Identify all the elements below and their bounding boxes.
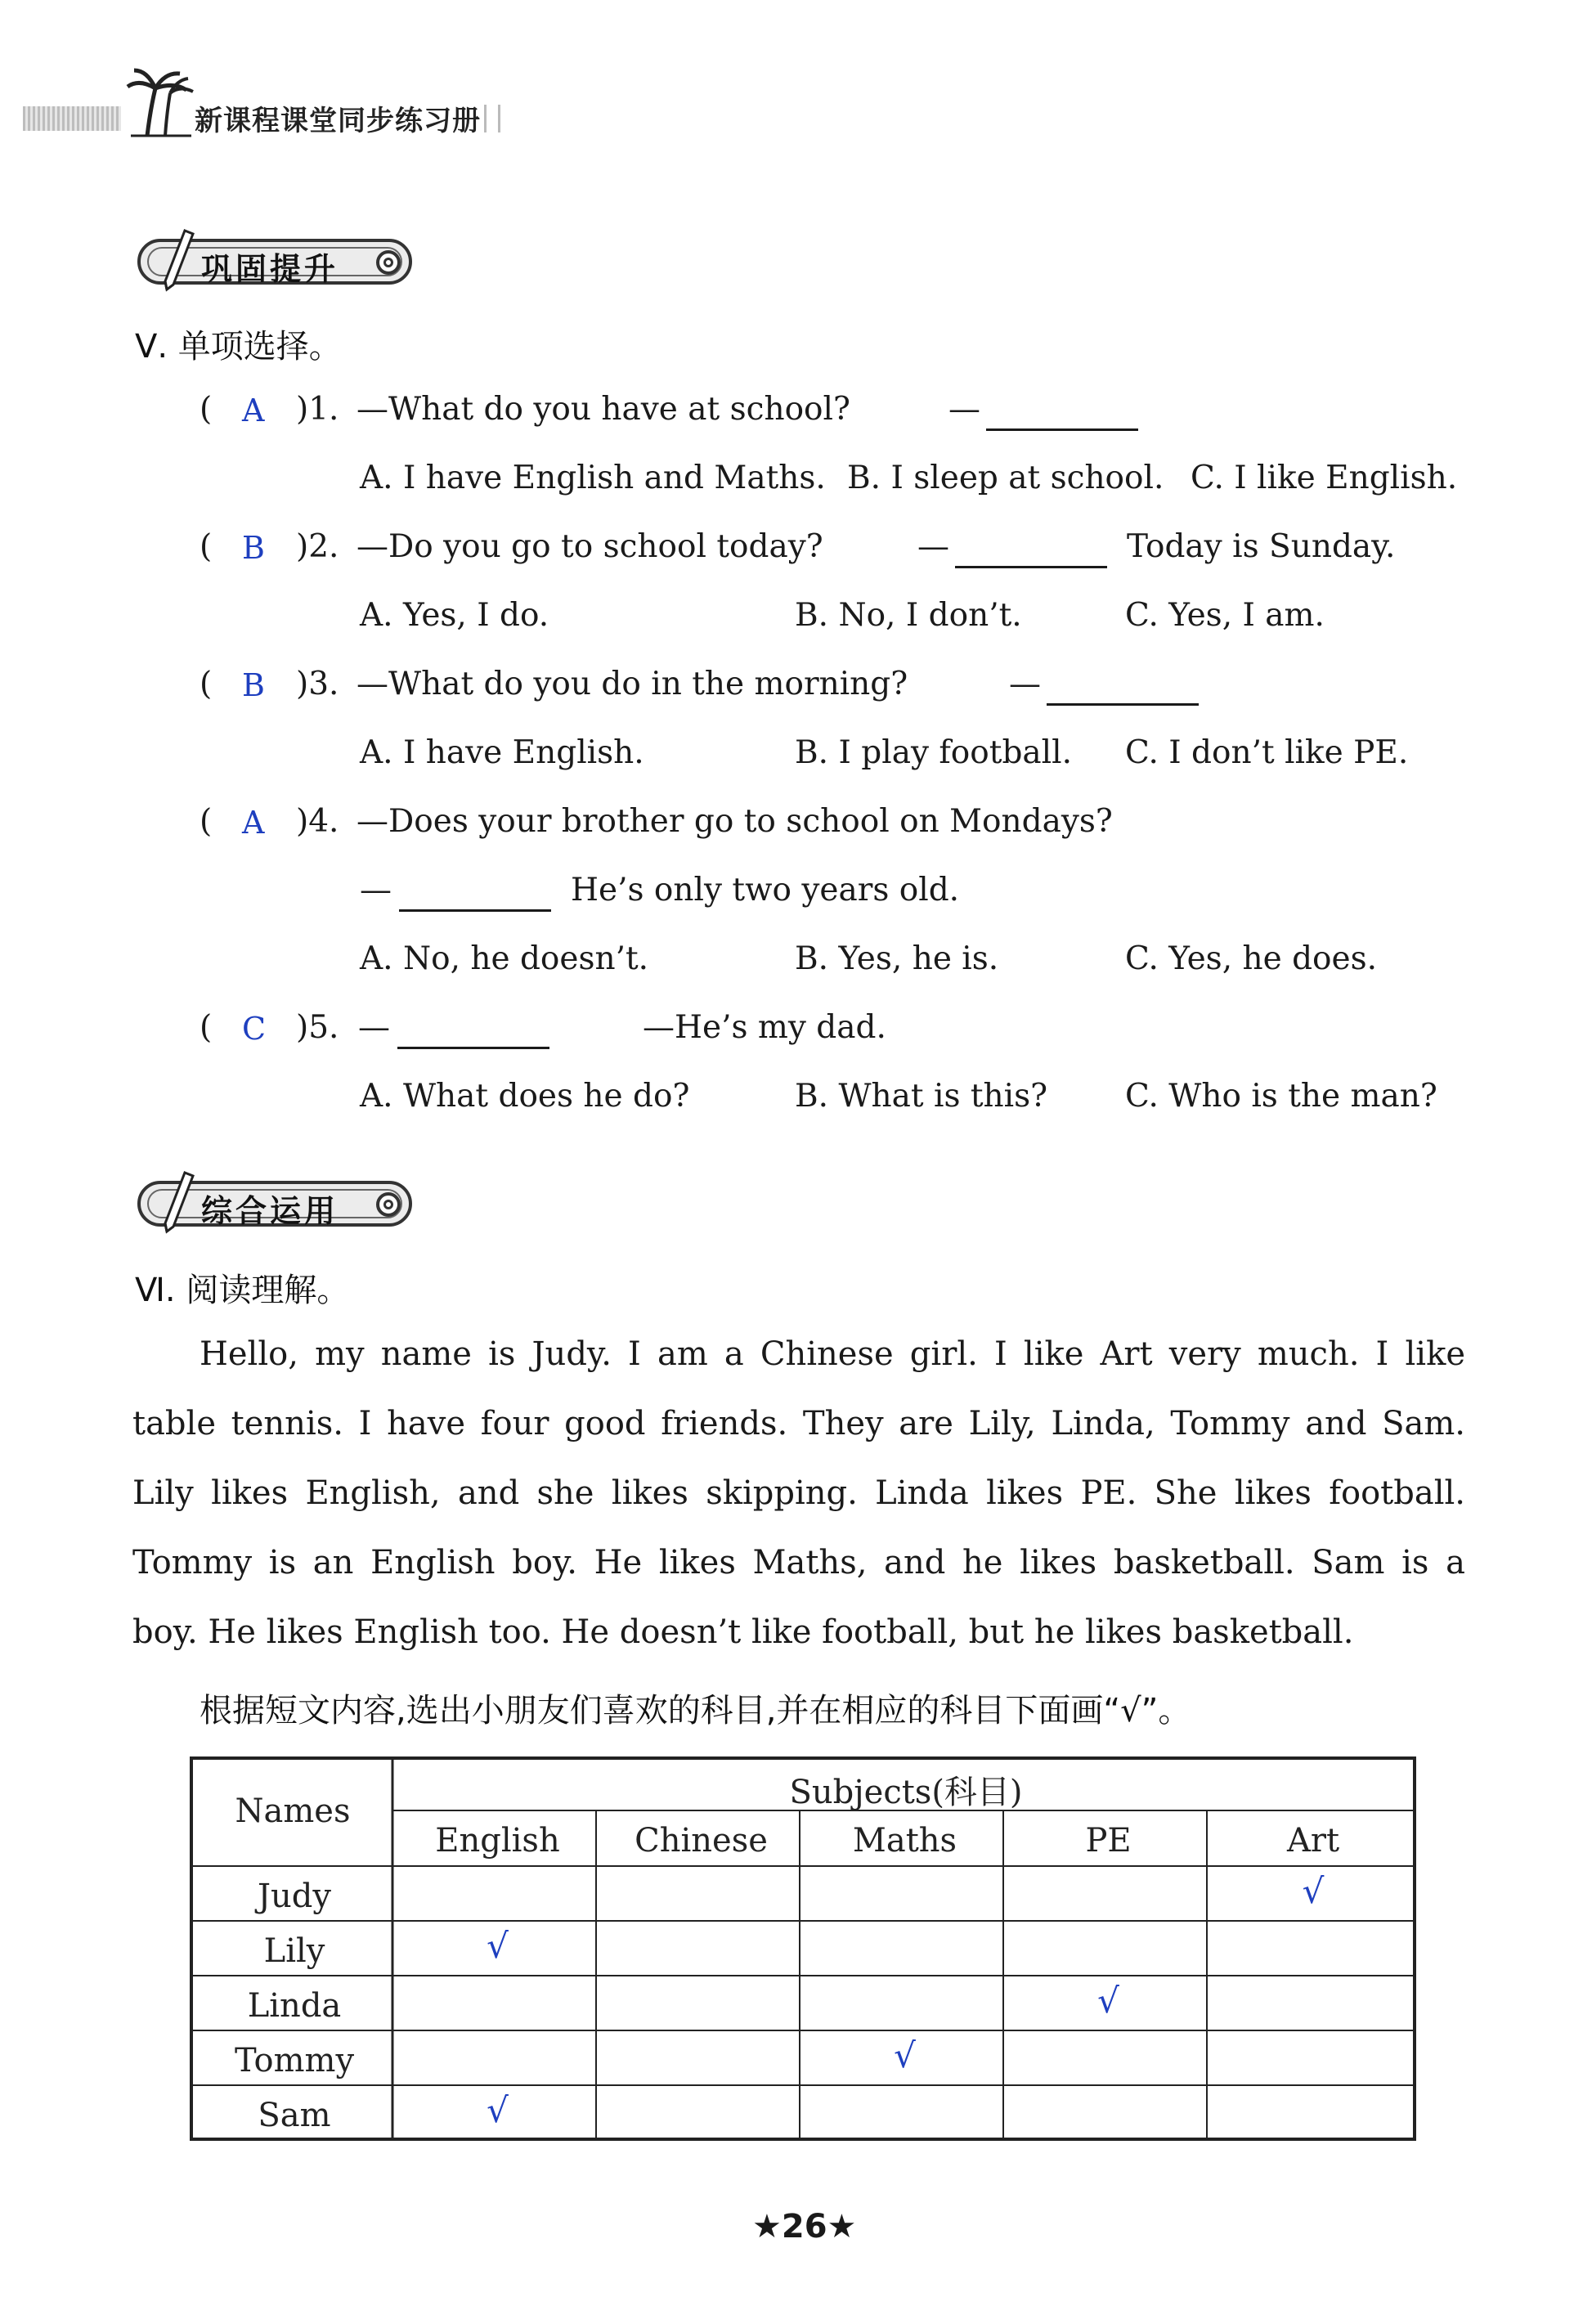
answer-paren: ( [200,803,213,840]
q4-option-a: A. No, he doesn’t. [360,940,649,977]
q2-option-a: A. Yes, I do. [360,597,549,634]
q4-dash: — [360,872,392,909]
q3-option-c: C. I don’t like PE. [1125,734,1409,771]
names-header: Names [235,1792,351,1830]
q3-option-b: B. I play football. [795,734,1073,771]
q2-option-b: B. No, I don’t. [795,597,1022,634]
q3-dash: — [1009,666,1041,702]
part6-title: Ⅵ. 阅读理解。 [135,1272,350,1309]
passage-line: Hello, my name is Judy. I am a Chinese girl. I like Art very much. I like [200,1335,1465,1373]
passage-line: Tommy is an English boy. He likes Maths, and he likes basketball. Sam is a [132,1544,1465,1581]
badge-ring [376,1192,401,1217]
q4-option-b: B. Yes, he is. [795,940,999,977]
check-mark: √ [1302,1871,1325,1911]
passage-line: boy. He likes English too. He doesn’t like football, but he likes basketball. [132,1613,1354,1651]
check-mark: √ [487,1926,509,1966]
row-name-linda: Linda [247,1987,342,2025]
section-label: 巩固提升 [201,251,339,287]
q1-answer: A [242,393,265,428]
q2-stem: —Do you go to school today? [357,528,823,565]
q2-dash: — [917,528,949,565]
page-number: ★26★ [752,2208,857,2245]
badge-ring [376,250,401,275]
q1-option-c: C. I like English. [1191,460,1458,496]
section-label: 综合运用 [201,1193,339,1229]
subject-chinese: Chinese [635,1822,768,1860]
subjects-header: Subjects(科目) [789,1774,1023,1811]
q5-option-c: C. Who is the man? [1125,1078,1437,1115]
q4-blank [399,882,551,912]
answer-paren: ( [200,1009,213,1046]
q1-stem: —What do you have at school? [357,391,850,428]
subject-pe: PE [1085,1822,1132,1860]
q4-context: He’s only two years old. [571,872,960,909]
section-badge-apply [132,1169,419,1238]
q2-option-c: C. Yes, I am. [1125,597,1325,634]
answer-paren: ( [200,666,213,702]
q5-option-a: A. What does he do? [360,1078,690,1115]
passage-line: Lily likes English, and she likes skipping. Linda likes PE. She likes football. [132,1474,1465,1512]
q2-blank [955,538,1107,568]
q1-option-b: B. I sleep at school. [847,460,1164,496]
q5-option-b: B. What is this? [795,1078,1048,1115]
q5-answer: C [242,1011,267,1047]
q2-context: Today is Sunday. [1127,528,1396,565]
passage-line: table tennis. I have four good friends. They are Lily, Linda, Tommy and Sam. [132,1405,1465,1442]
subjects-table [190,1756,1416,2141]
header-bar [23,106,121,131]
q3-answer: B [242,667,265,703]
q5-context: —He’s my dad. [643,1009,886,1046]
subject-maths: Maths [852,1822,957,1860]
q4-stem: —Does your brother go to school on Mondays? [357,803,1113,840]
q4-number: )4. [296,803,339,840]
pencil-icon [157,227,196,296]
q1-blank [986,401,1138,431]
row-name-sam: Sam [258,2097,331,2134]
q5-number: )5. [296,1009,339,1046]
q3-stem: —What do you do in the morning? [357,666,908,702]
row-name-judy: Judy [258,1878,331,1915]
header-divider [484,105,500,132]
q1-option-a: A. I have English and Maths. [360,460,826,496]
q3-blank [1047,675,1199,706]
answer-paren: ( [200,391,213,428]
q1-dash: — [948,391,980,428]
q5-dash: — [358,1009,390,1046]
palm-tree-icon [123,64,196,137]
q3-option-a: A. I have English. [360,734,644,771]
q4-answer: A [242,805,265,841]
row-name-lily: Lily [263,1932,325,1970]
part5-title: Ⅴ. 单项选择。 [135,328,342,366]
row-name-tommy: Tommy [234,2042,355,2079]
q3-number: )3. [296,666,339,702]
check-mark: √ [894,2035,916,2075]
table-instruction: 根据短文内容,选出小朋友们喜欢的科目,并在相应的科目下面画“√”。 [200,1692,1191,1730]
subject-art: Art [1286,1822,1340,1860]
book-title: 新课程课堂同步练习册 [195,105,481,137]
subject-english: English [435,1822,560,1860]
q1-number: )1. [296,391,339,428]
q2-answer: B [242,530,265,566]
section-badge-consolidate [132,227,419,296]
q4-option-c: C. Yes, he does. [1125,940,1378,977]
check-mark: √ [1097,1981,1119,2021]
check-mark: √ [487,2090,509,2130]
answer-paren: ( [200,528,213,565]
q5-blank [397,1019,549,1049]
pencil-icon [157,1169,196,1238]
q2-number: )2. [296,528,339,565]
